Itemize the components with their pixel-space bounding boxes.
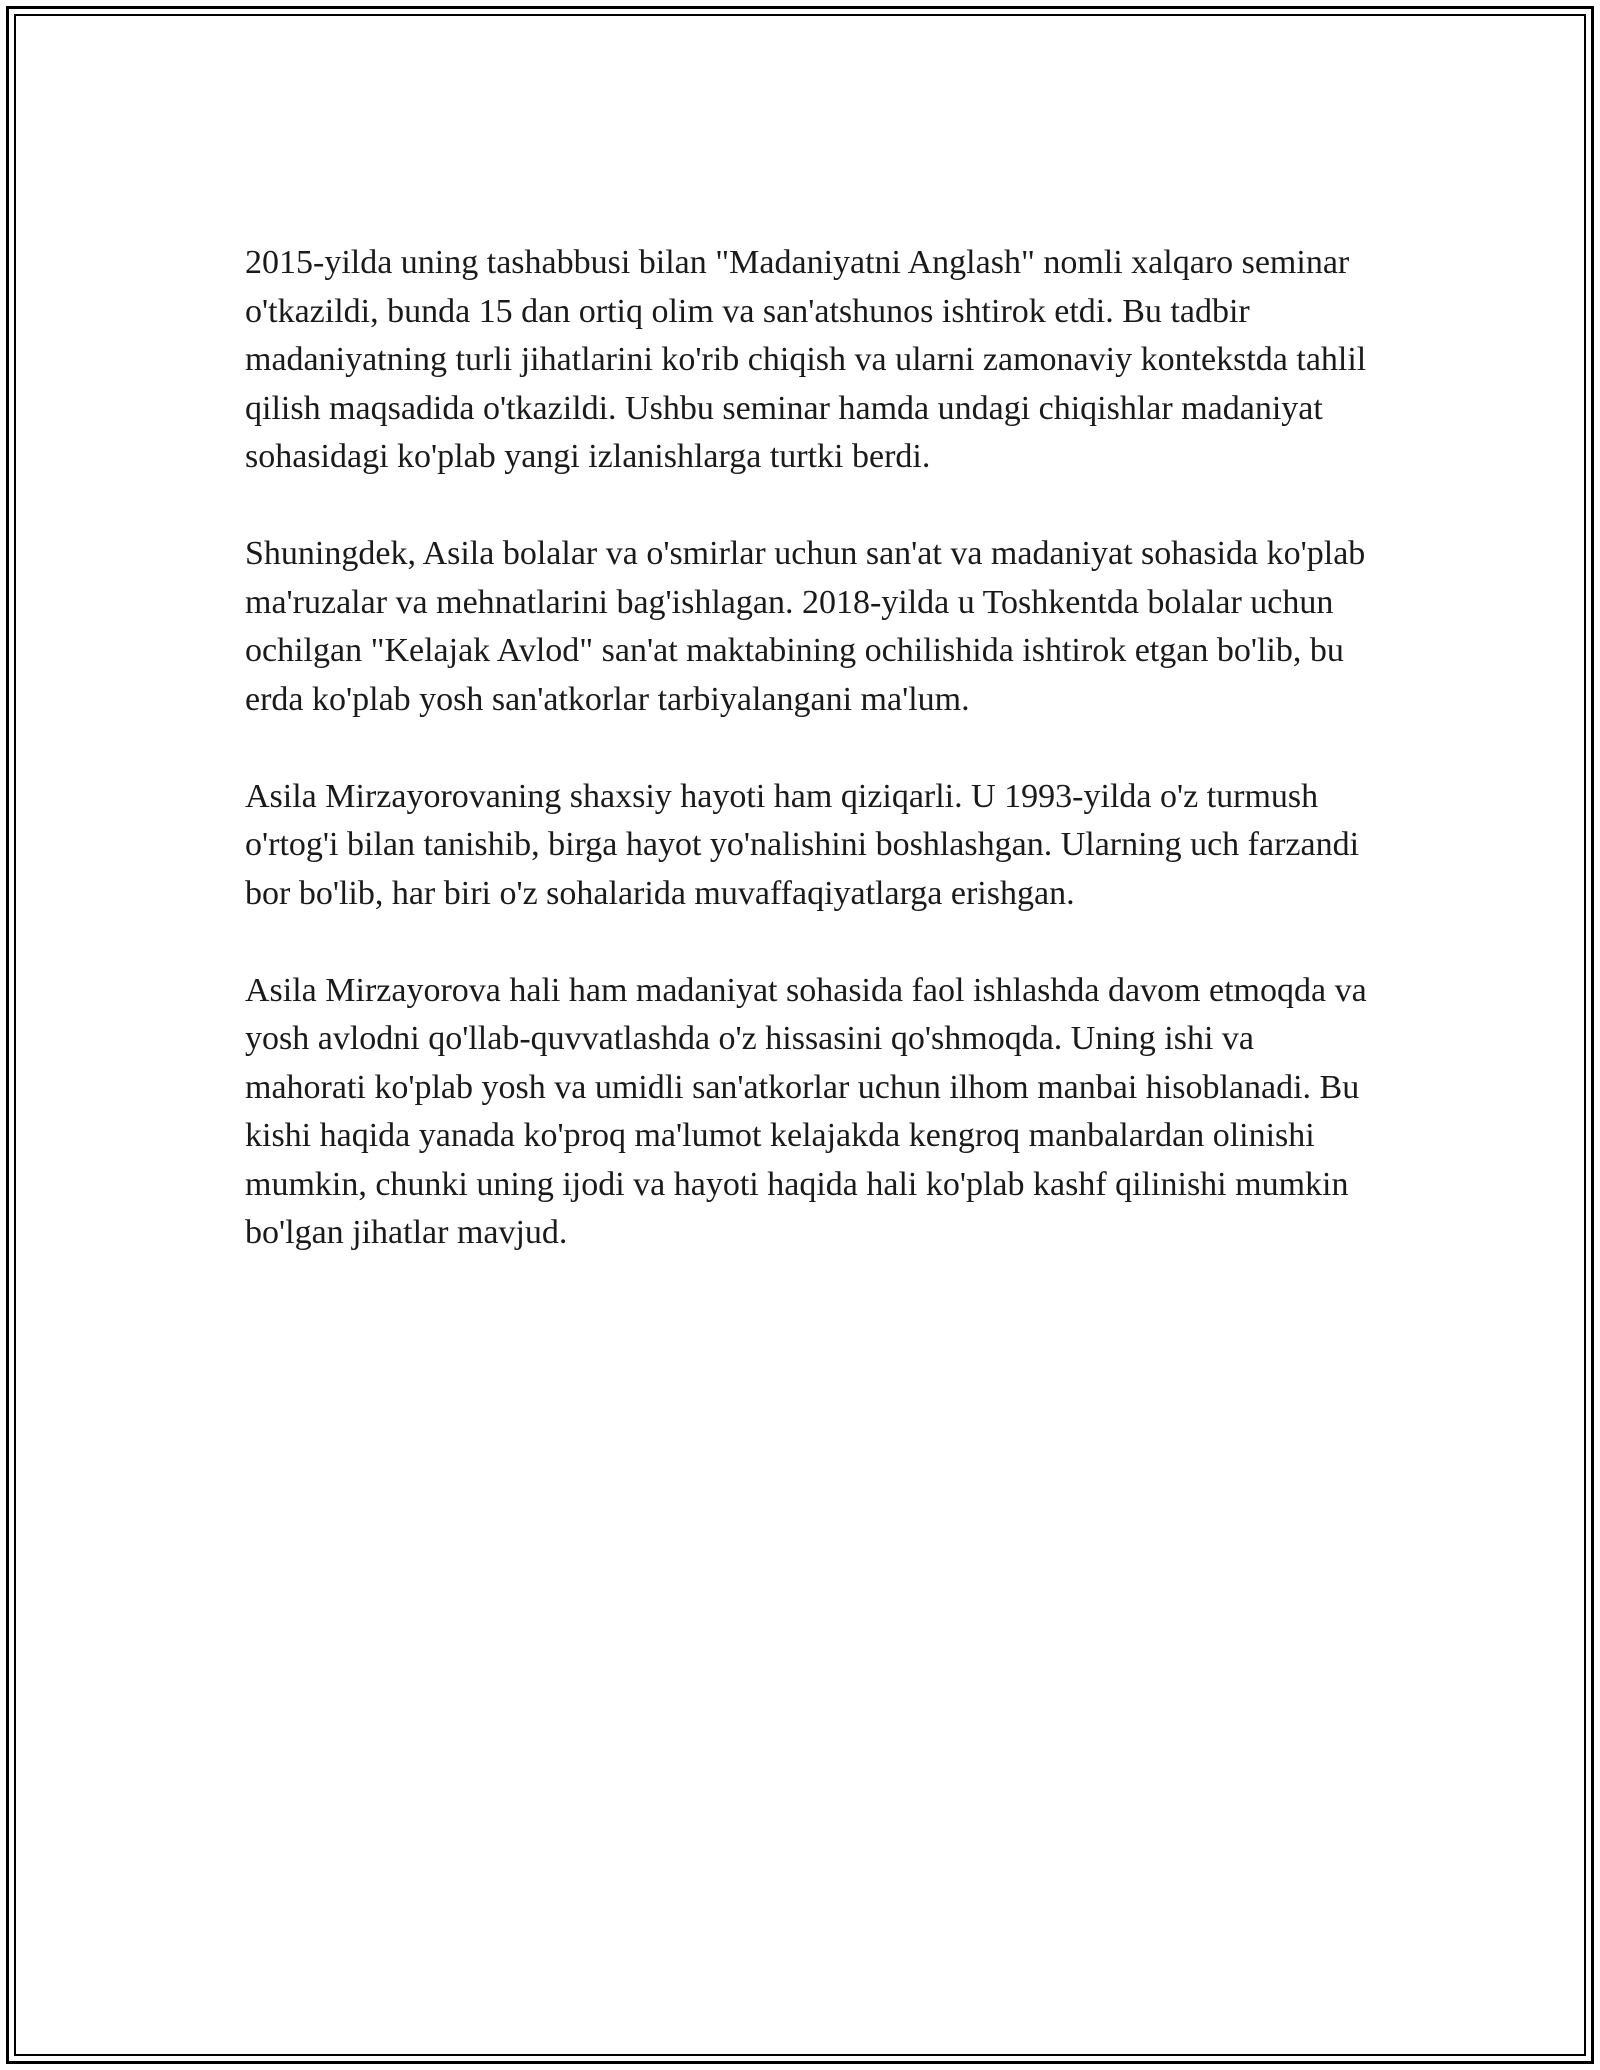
document-body: [245, 239, 1375, 1258]
paragraph-current-work: Asila Mirzayorova hali ham madaniyat sohasida faol ishlashda davom etmoqda va yosh avlodni qo'llab-quvvatlashda o'z hissasini qo'shmoqda. Uning ishi va mahorati ko'plab yosh va umidli san'atkorlar uchun ilhom manbai hisoblanadi. Bu kishi haqida yanada ko'proq ma'lumot kelajakda kengroq manbalardan olinishi mumkin, chunki uning ijodi va hayoti haqida hali ko'plab kashf qilinishi mumkin bo'lgan jihatlar mavjud.: [245, 971, 1367, 1251]
paragraph-personal-life: Asila Mirzayorovaning shaxsiy hayoti ham qiziqarli. U 1993-yilda o'z turmush o'rtog'i bilan tanishib, birga hayot yo'nalishini boshlashgan. Ularning uch farzandi bor bo'lib, har biri o'z sohalarida muvaffaqiyatlarga erishgan.: [245, 777, 1360, 912]
page-frame: [6, 6, 1594, 2064]
paragraph-children-art: Shuningdek, Asila bolalar va o'smirlar uchun san'at va madaniyat sohasida ko'plab ma'ruzalar va mehnatlarini bag'ishlagan. 2018-yilda u Toshkentda bolalar uchun ochilgan "Kelajak Avlod" san'at maktabining ochilishida ishtirok etgan bo'lib, bu erda ko'plab yosh san'atkorlar tarbiyalangani ma'lum.: [245, 535, 1366, 718]
paragraph-seminar: 2015-yilda uning tashabbusi bilan "Madaniyatni Anglash" nomli xalqaro seminar o'tkazildi, bunda 15 dan ortiq olim va san'atshunos ishtirok etdi. Bu tadbir madaniyatning turli jihatlarini ko'rib chiqish va ularni zamonaviy kontekstda tahlil qilish maqsadida o'tkazildi. Ushbu seminar hamda undagi chiqishlar madaniyat sohasidagi ko'plab yangi izlanishlarga turtki berdi.: [245, 244, 1367, 475]
